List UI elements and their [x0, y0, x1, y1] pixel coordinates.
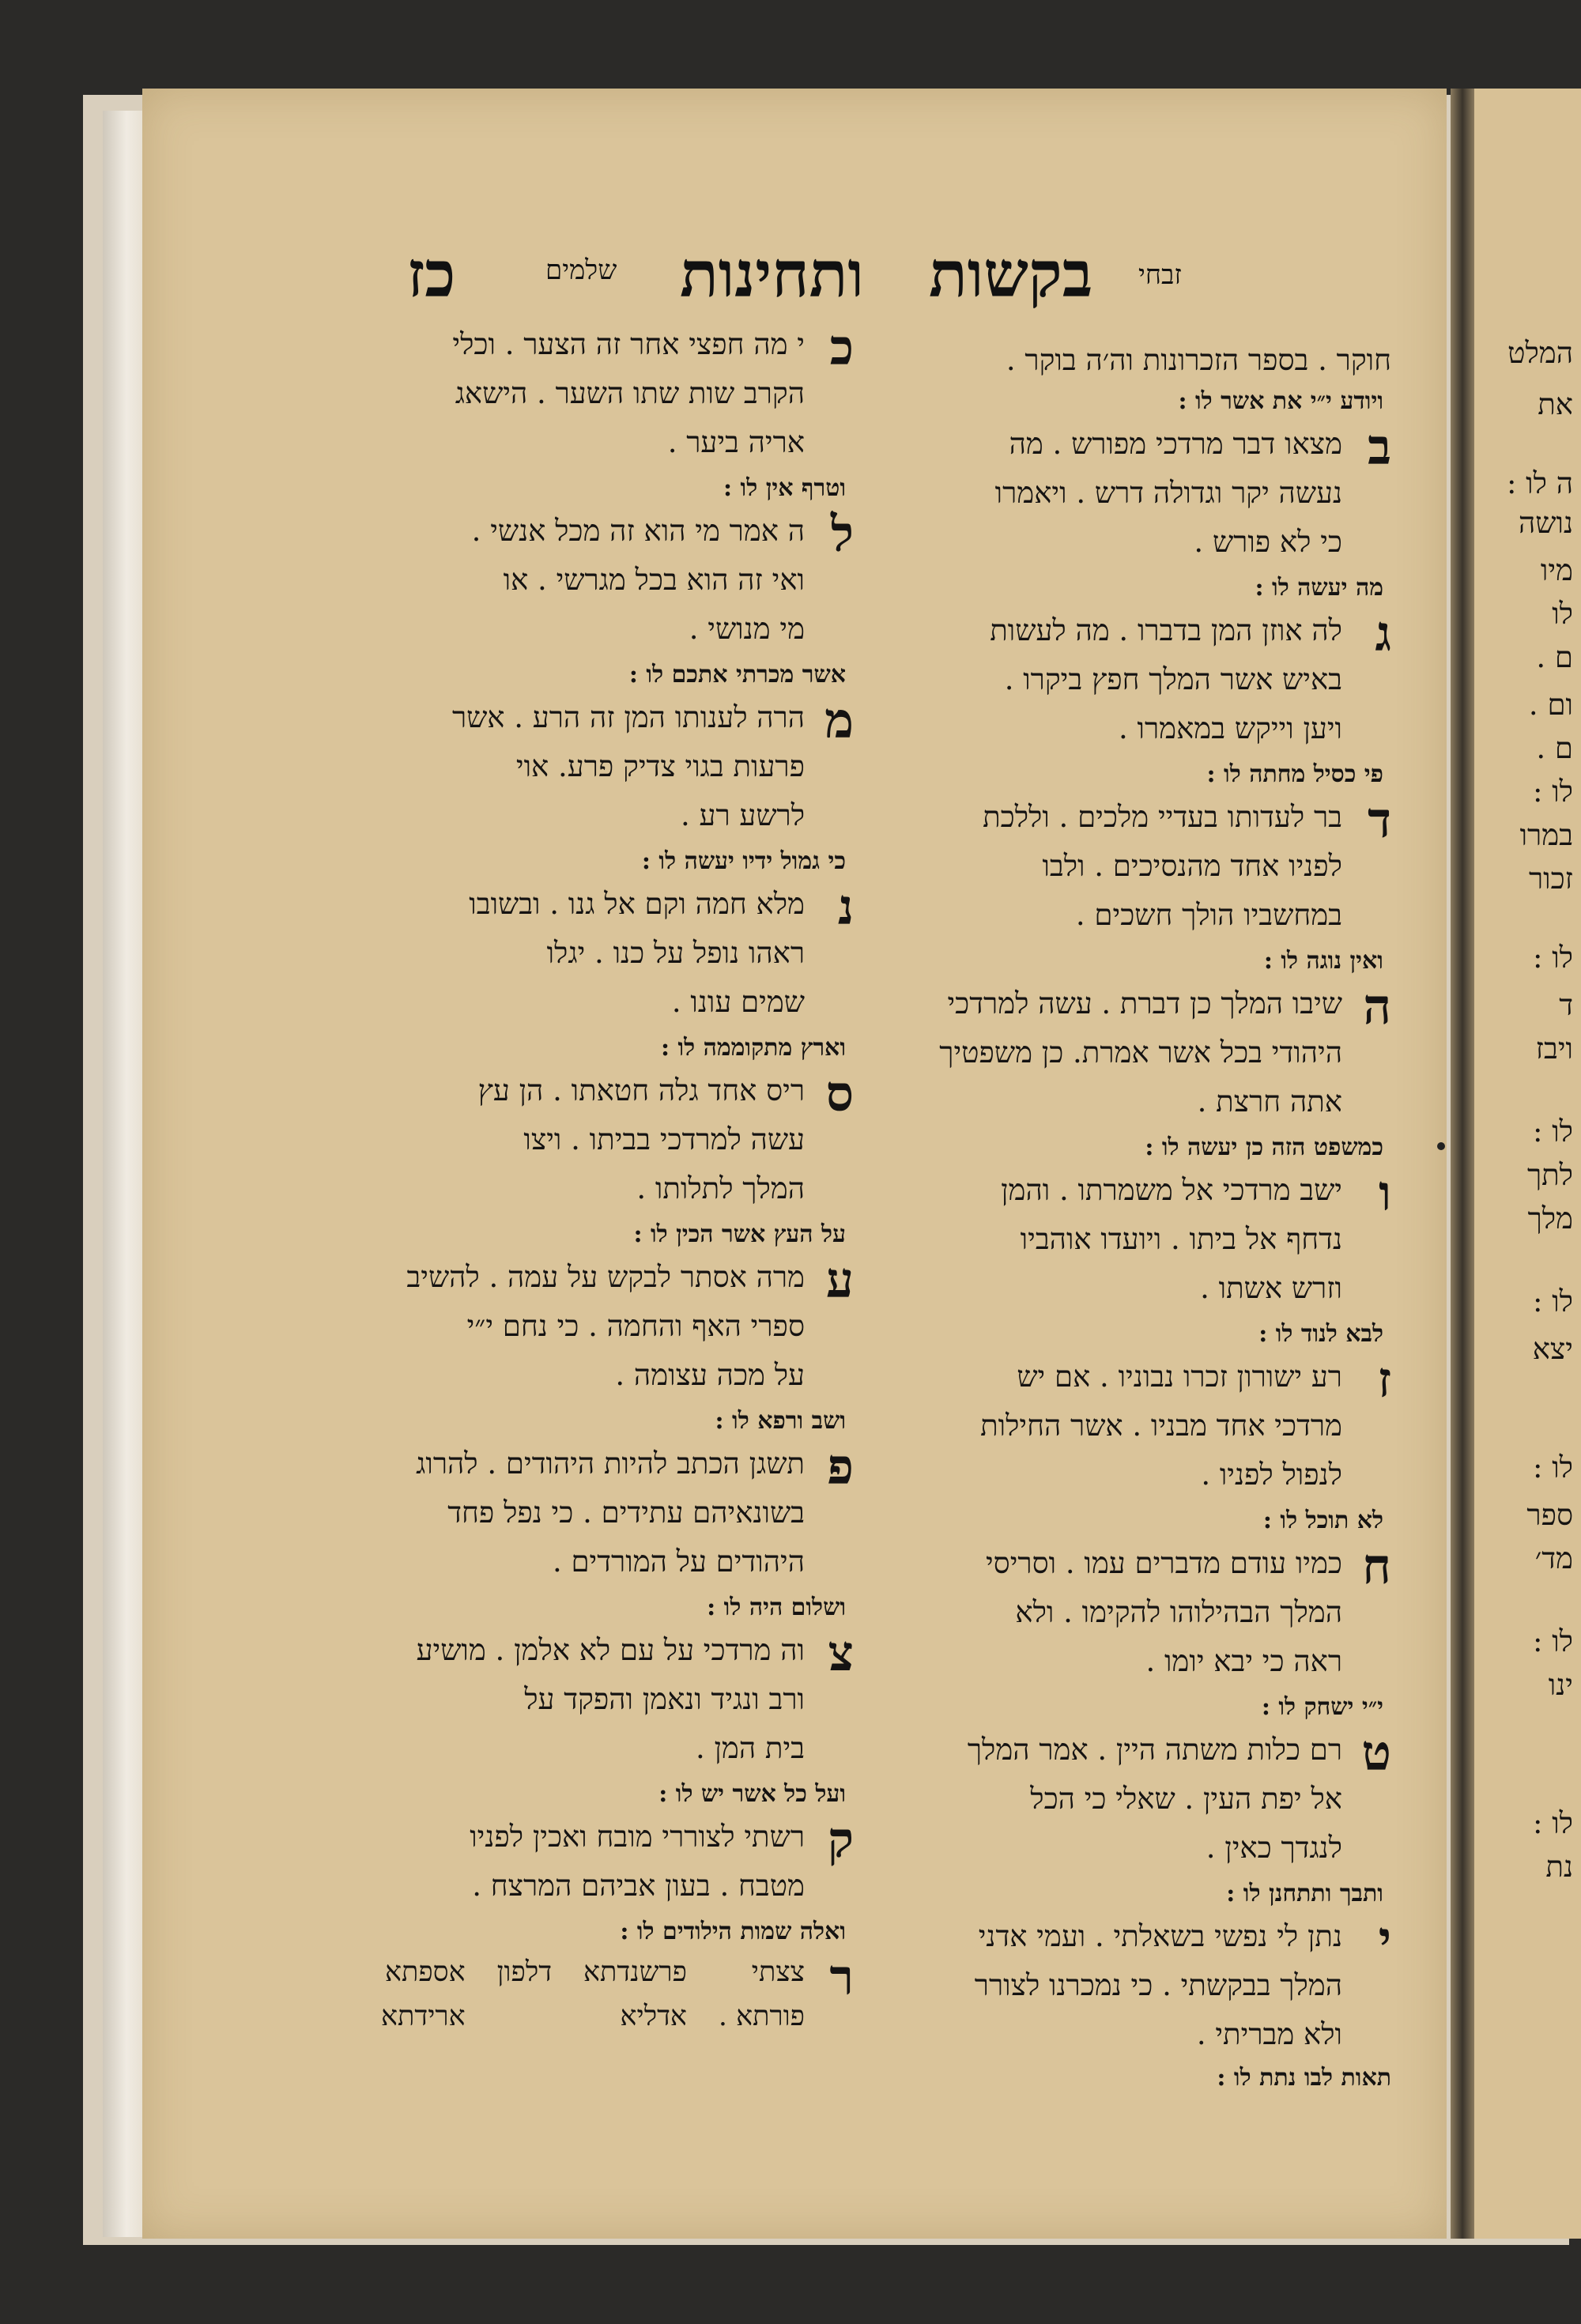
name: צצתי — [751, 1956, 805, 1988]
verse-line: ולא מבריתי . — [1196, 2017, 1342, 2051]
verse-line: ה אמר מי הוא זה מכל אנשי . — [471, 514, 805, 548]
name: פרשנדתא — [583, 1956, 687, 1988]
verse-line: הקרב שות שתו השער . הישאג — [455, 376, 805, 410]
verse-line: בשונאיהם עתידים . כי נפל פחד — [447, 1496, 805, 1530]
verse-line: לרשע רע . — [680, 798, 805, 832]
verse-line: היהודים על המורדים . — [552, 1545, 805, 1579]
verse-caption: פי כסיל מחתה לו : — [1206, 760, 1383, 788]
verse-line: לנפול לפניו . — [1201, 1458, 1342, 1492]
verse-line: תשגן הכתב להיות היהודים . להרוג — [416, 1447, 805, 1481]
verse-line: ריס אחד גלה חטאתו . הן עץ — [477, 1073, 805, 1107]
facing-page-text: לו : — [1532, 1451, 1573, 1485]
facing-page-text: לו : — [1532, 1806, 1573, 1840]
verse-entry — [348, 1778, 854, 1911]
left-column-entries — [348, 472, 854, 1911]
verse-line: עשה למרדכי בביתו . ויצו — [523, 1122, 805, 1156]
initial-letter: י — [1378, 1911, 1391, 1968]
verse-caption: ושלום היה לו : — [707, 1594, 846, 1621]
verse-entry — [854, 758, 1391, 940]
initial-letter: ב — [1368, 418, 1391, 476]
verse-caption: כמשפט הזה כן יעשה לו : — [1145, 1134, 1383, 1161]
verse-entry — [348, 1218, 854, 1400]
verse-line: לה אוזן המן בדברו . מה לעשות — [990, 613, 1342, 647]
names-list — [348, 1950, 805, 2039]
verse-caption: לבא לנוד לו : — [1258, 1320, 1383, 1348]
verse-caption: י״י ישחק לו : — [1261, 1693, 1383, 1721]
verse-line: לנגדך כאין . — [1206, 1831, 1342, 1865]
verse-entry — [348, 1591, 854, 1773]
verse-line: נתן לי נפשי בשאלתי . ועמי אדני — [978, 1919, 1342, 1953]
page-block-edge — [103, 111, 142, 2237]
verse-line: רם כלות משתה היין . אמר המלך — [967, 1733, 1342, 1767]
facing-page-text: לתך — [1526, 1158, 1573, 1192]
verse-caption: וטרף אין לו : — [723, 474, 846, 502]
initial-letter: ע — [825, 1251, 854, 1309]
verse-line: ישב מרדכי אל משמרתו . והמן — [1001, 1173, 1342, 1207]
verse-line: ראהו נופל על כנו . יגלו — [546, 936, 805, 970]
verse-line: מלא חמה וקם אל גנו . ובשובו — [469, 887, 805, 921]
verse-line: ראה כי יבא יומו . — [1145, 1644, 1342, 1678]
initial-letter: ח — [1362, 1537, 1391, 1595]
facing-page-text: ד — [1559, 988, 1573, 1022]
verse-entry — [854, 572, 1391, 753]
verse-entry — [348, 472, 854, 654]
facing-page-text: במרו — [1519, 818, 1573, 852]
initial-letter: צ — [828, 1624, 854, 1682]
header-small-left: שלמים — [545, 255, 617, 286]
verse-entry — [348, 1032, 854, 1213]
verse-line: כמיו עודם מדברים עמו . וסריסי — [985, 1546, 1342, 1580]
verse-line: שיבו המלך כן דברת . עשה למרדכי — [947, 987, 1342, 1021]
initial-letter: ט — [1361, 1724, 1391, 1782]
verse-line: על מכה עצומה . — [615, 1358, 805, 1392]
initial-letter: מ — [824, 692, 854, 749]
name: אספתא — [385, 1956, 466, 1988]
verse-line: נדחף אל ביתו . ויועדו אוהביו — [1020, 1222, 1342, 1256]
verse-entry — [348, 845, 854, 1027]
facing-page-text: ינו — [1548, 1668, 1573, 1702]
facing-page-text: ספר — [1526, 1498, 1573, 1532]
verse-line: שמים עונו . — [671, 985, 805, 1019]
first-line-text: חוקר . בספר הזכרונות וה׳ה בוקר . — [1006, 343, 1391, 377]
facing-page-text: נושה — [1519, 506, 1573, 540]
verse-line: המלך בבקשתי . כי נמכרנו לצורר — [974, 1968, 1342, 2002]
facing-page-text: נת — [1545, 1850, 1573, 1884]
facing-page-text: ם . — [1536, 640, 1573, 674]
header-title-left: ותחינות — [680, 237, 864, 311]
verse-line: מרדכי אחד מבניו . אשר החילות — [980, 1409, 1342, 1443]
initial-letter: כ — [829, 319, 854, 376]
verse-caption: ואין נוגה לו : — [1263, 947, 1383, 975]
verse-line: ורב ונגיד ונאמן והפקד על — [524, 1682, 805, 1716]
verse-line: הרה לענותו המן זה הרע . אשר — [451, 700, 805, 734]
initial-letter: ז — [1377, 1351, 1391, 1409]
verse-line: י מה חפצי אחר זה הצער . וכלי — [452, 327, 805, 361]
text-column-left — [348, 320, 854, 2043]
initial-letter: ג — [1375, 605, 1391, 662]
verse-line: אל יפת העין . שאלי כי הכל — [1030, 1782, 1342, 1816]
verse-caption: אשר מכרתי אתכם לו : — [628, 661, 846, 689]
verse-line: המלך לתלותו . — [636, 1171, 805, 1205]
verse-entry — [854, 385, 1391, 567]
name-group — [583, 1950, 687, 2039]
verse-line: אריה ביער . — [667, 425, 805, 459]
verse-caption: מה יעשה לו : — [1255, 574, 1383, 602]
facing-page-text: ם . — [1536, 731, 1573, 765]
verse-line: בית המן . — [695, 1731, 805, 1765]
verse-line: מצאו דבר מרדכי מפורש . מה — [1009, 427, 1342, 461]
verse-line: היהודי בכל אשר אמרת. כן משפטיך — [939, 1036, 1342, 1070]
facing-page-text: יצא — [1532, 1332, 1573, 1366]
page-number: כז — [407, 237, 456, 311]
name: פורתא . — [718, 2001, 805, 2032]
name-group — [719, 1950, 805, 2039]
name: אדליא — [620, 2001, 687, 2032]
facing-page-text: לו — [1552, 597, 1573, 631]
closing-caption: תאות לבו נתת לו : — [1217, 2064, 1391, 2092]
header-title-right: בקשות — [929, 237, 1093, 311]
verse-caption: ויודע י״י את אשר לו : — [1178, 387, 1383, 415]
facing-page-text: לו : — [1532, 1115, 1573, 1149]
verse-line: נעשה יקר וגדולה דרש . ויאמרו — [994, 476, 1342, 510]
page-dot-mark — [1437, 1142, 1445, 1150]
initial-letter: ק — [827, 1811, 854, 1869]
names-entry — [348, 1915, 854, 2039]
text-column-right — [854, 336, 1391, 2092]
name: ארידתא — [381, 2001, 466, 2032]
facing-page-text: ה לו : — [1506, 466, 1573, 500]
verse-caption: ותבך ותתחנן לו : — [1226, 1880, 1383, 1907]
verse-caption: ושב ורפא לו : — [715, 1407, 846, 1435]
verse-line: וזרש אשתו . — [1200, 1271, 1342, 1305]
verse-caption: לא תוכל לו : — [1262, 1507, 1383, 1534]
verse-caption: ואלה שמות הילודים לו : — [620, 1918, 846, 1945]
facing-page-text: המלט — [1507, 336, 1573, 370]
facing-page-text: מלך — [1527, 1202, 1573, 1236]
facing-page-text: לו : — [1532, 941, 1573, 975]
verse-entry — [348, 658, 854, 840]
verse-line: מרה אסתר לבקש על עמה . להשיב — [406, 1260, 805, 1294]
verse-line: וה מרדכי על עם לא אלמן . מושיע — [416, 1633, 805, 1667]
verse-caption: כי גמול ידיו יעשה לו : — [641, 847, 846, 875]
verse-line: באיש אשר המלך חפץ ביקרו . — [1004, 662, 1342, 696]
verse-line: ואי זה הוא בכל מגרשי . או — [503, 563, 805, 597]
facing-page-text: לו : — [1532, 1285, 1573, 1319]
verse-entry — [854, 1691, 1391, 1873]
right-column-entries — [854, 385, 1391, 2059]
facing-page-text: את — [1538, 387, 1573, 421]
verse-entry — [348, 1405, 854, 1586]
facing-page-text: לו : — [1532, 1624, 1573, 1658]
name-group — [497, 1950, 552, 2039]
verse-line: פרעות בגוי צדיק פרע. אוי — [515, 749, 805, 783]
verse-entry — [854, 1504, 1391, 1686]
facing-page-text: ויבז — [1535, 1032, 1573, 1066]
initial-letter: ל — [830, 505, 854, 563]
initial-letter: ס — [825, 1065, 854, 1122]
verse-caption: ועל כל אשר יש לו : — [658, 1780, 846, 1808]
facing-page-text: מד׳ — [1534, 1541, 1573, 1575]
initial-letter: ד — [1368, 791, 1391, 849]
initial-letter: ר — [829, 1949, 854, 2006]
verse-entry — [854, 1318, 1391, 1500]
verse-line: רשתי לצוררי מובח ואכין לפניו — [470, 1820, 805, 1854]
verse-entry — [348, 320, 854, 467]
facing-page-text: ום . — [1528, 688, 1573, 722]
initial-letter: ו — [1379, 1164, 1391, 1222]
header-small-right: זבחי — [1138, 259, 1182, 291]
verse-caption: וארץ מתקוממה לו : — [660, 1034, 846, 1062]
initial-letter: ה — [1363, 978, 1391, 1036]
facing-page-text: זכור — [1528, 862, 1573, 896]
verse-entry — [854, 945, 1391, 1126]
verse-entry — [854, 1131, 1391, 1313]
name-group — [381, 1950, 466, 2039]
name: דלפון — [496, 1956, 553, 1988]
verse-line: ויען וייקש במאמרו . — [1119, 711, 1342, 745]
verse-line: רע ישורון זכרו נבוניו . אם יש — [1017, 1360, 1342, 1394]
column-first-line — [854, 336, 1391, 385]
facing-page-text: מיו — [1540, 553, 1573, 587]
verse-line: לפניו אחד מהנסיכים . ולבו — [1042, 849, 1342, 883]
verse-entry — [854, 1877, 1391, 2059]
initial-letter: נ — [837, 878, 854, 936]
verse-line: אתה חרצת . — [1197, 1085, 1342, 1119]
verse-caption: על העץ אשר הכין לו : — [633, 1220, 846, 1248]
verse-line: המלך הבהילוהו להקימו . ולא — [1015, 1595, 1342, 1629]
facing-page-text: לו : — [1532, 775, 1573, 809]
verse-line: מטבח . בעון אביהם המרצח . — [472, 1869, 805, 1903]
verse-line: בר לעדותו בעדיי מלכים . וללכת — [983, 800, 1342, 834]
verse-line: כי לא פורש . — [1194, 525, 1342, 559]
verse-line: מי מנושי . — [689, 612, 805, 646]
verse-line: ספרי האף והחמה . כי נחם י״י — [466, 1309, 805, 1343]
book-gutter — [1451, 89, 1474, 2239]
verse-line: במחשביו הולך חשכים . — [1075, 898, 1342, 932]
facing-page-fragment — [1474, 89, 1581, 2239]
initial-letter: פ — [827, 1438, 854, 1496]
